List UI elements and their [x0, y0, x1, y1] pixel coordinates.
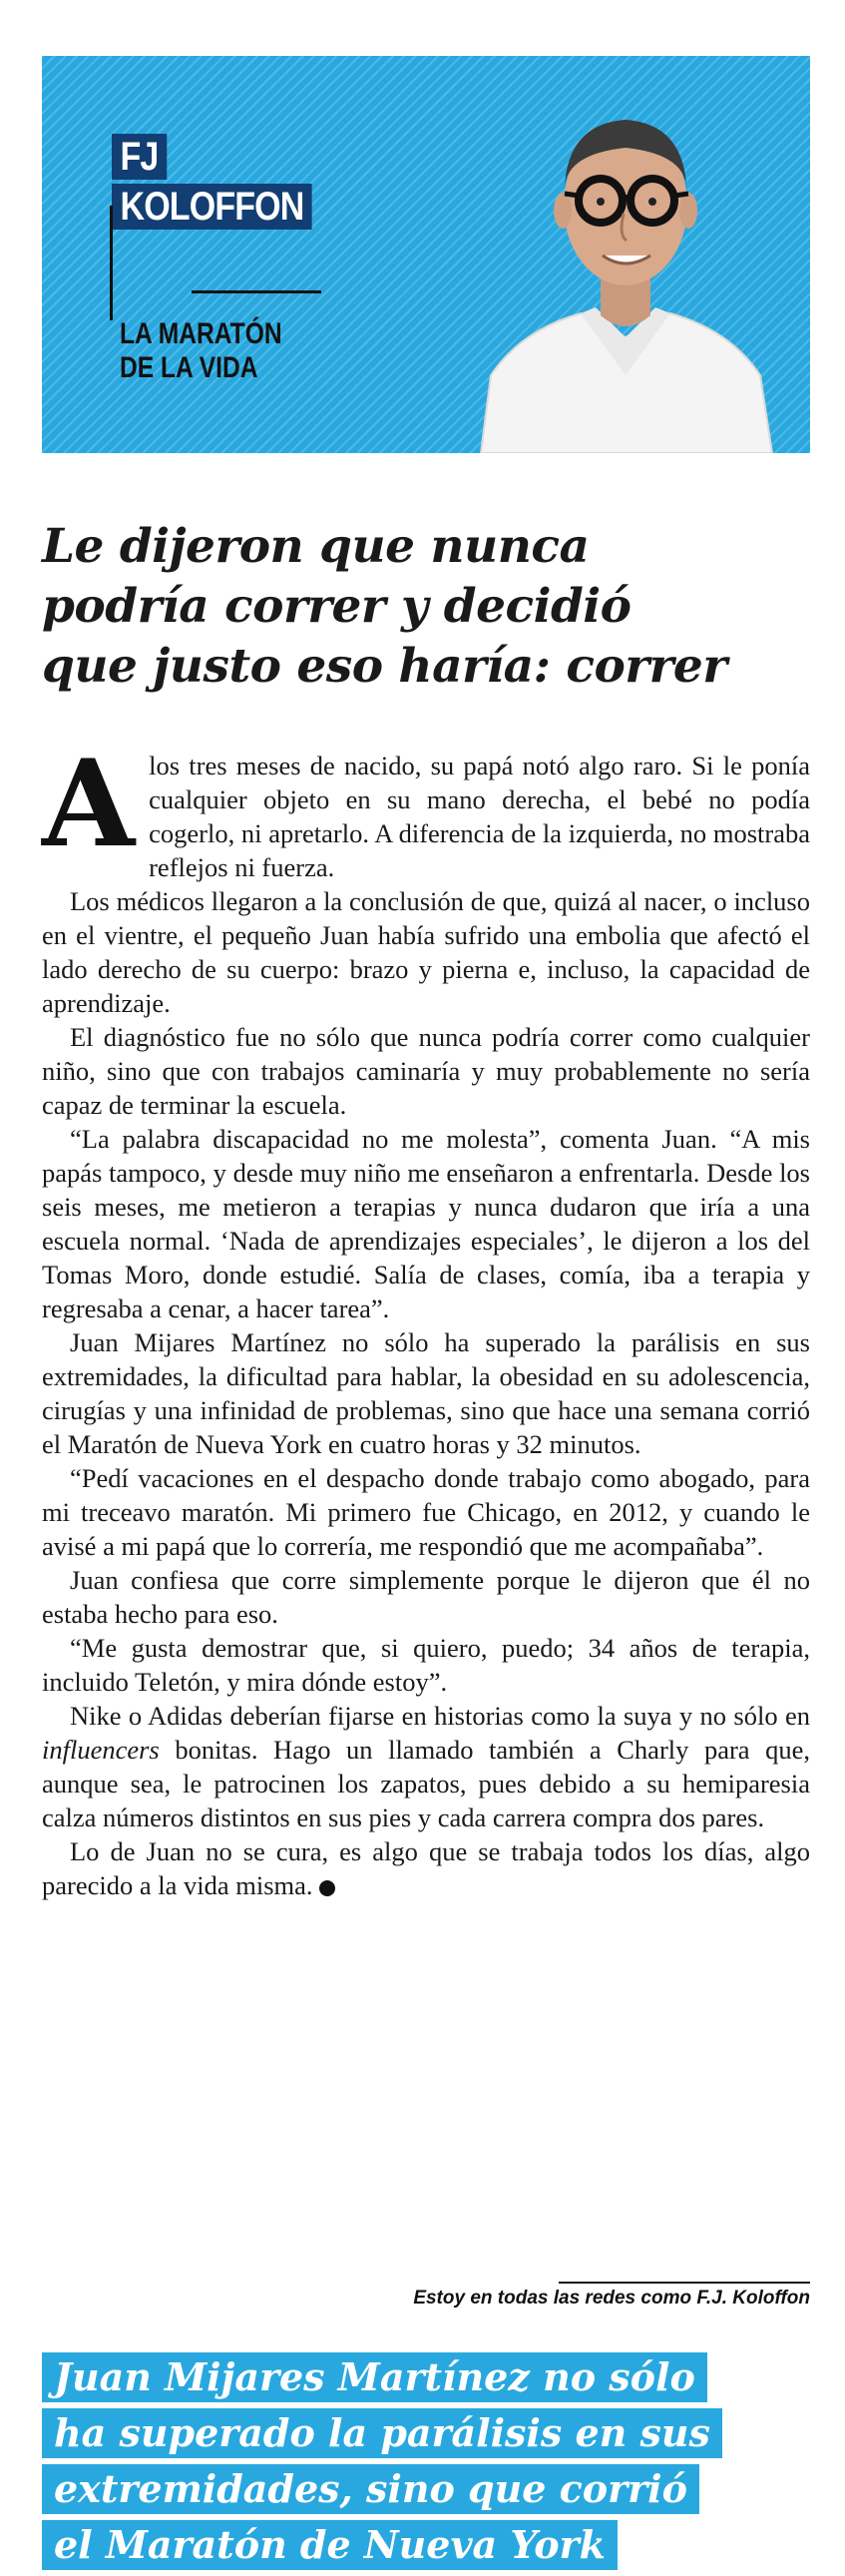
- signature-rule: [559, 2282, 810, 2284]
- pull-quote-line: extremidades, sino que corrió: [42, 2464, 699, 2514]
- body-paragraph: Juan Mijares Martínez no sólo ha superado la parálisis en sus extremidades, la dificultad para hablar, la obesidad en su adolescencia, cirugías y una infinidad de problemas, sino que hace una semana corrió el Maratón de Nueva York en cuatro horas y 32 minutos.: [42, 1327, 810, 1459]
- article-headline: [42, 517, 810, 697]
- author-name-line1: FJ: [112, 134, 167, 180]
- tag-horizontal-rule: [192, 290, 321, 293]
- section-name-line1: LA MARATÓN: [120, 317, 282, 350]
- body-paragraph: Juan confiesa que corre simplemente porque le dijeron que él no estaba hecho para eso.: [42, 1565, 810, 1629]
- headline-line: podría correr y decidió: [42, 579, 632, 634]
- body-paragraph: Alos tres meses de nacido, su papá notó algo raro. Si le ponía cualquier objeto en su mano derecha, el bebé no podía cogerlo, ni apretarlo. A diferencia de la izquierda, no mostraba reflejos ni fuerza.: [42, 734, 810, 882]
- author-signature: Estoy en todas las redes como F.J. Koloffon: [413, 2288, 810, 2309]
- column-header-banner: [42, 56, 810, 453]
- pull-quote-line: Juan Mijares Martínez no sólo: [42, 2352, 707, 2402]
- body-paragraph: Los médicos llegaron a la conclusión de que, quizá al nacer, o incluso en el vientre, el pequeño Juan había sufrido una embolia que afectó el lado derecho de su cuerpo: brazo y pierna e, incluso, la capacidad de aprendizaje.: [42, 886, 810, 1018]
- body-paragraph: “Pedí vacaciones en el despacho donde trabajo como abogado, para mi treceavo maratón. Mi primero fue Chicago, en 2012, y cuando le avisé a mi papá que lo correría, me respondió que me acompañaba”.: [42, 1463, 810, 1561]
- headline-line: Le dijeron que nunca: [42, 519, 590, 574]
- author-portrait: [461, 76, 790, 453]
- body-paragraph: El diagnóstico fue no sólo que nunca podría correr como cualquier niño, sino que con trabajos caminaría y muy probablemente no sería capaz de terminar la escuela.: [42, 1022, 810, 1120]
- headline-line: que justo eso haría: correr: [42, 639, 727, 694]
- body-paragraph: “La palabra discapacidad no me molesta”, comenta Juan. “A mis papás tampoco, y desde muy niño me enseñaron a enfrentarla. Desde los seis meses, me metieron a terapias y nunca dudaron que iría a una escuela normal. ‘Nada de aprendizajes especiales’, le dijeron a los del Tomas Moro, donde estudié. Salía de clases, comía, iba a terapia y regresaba a cenar, a hacer tarea”.: [42, 1124, 810, 1323]
- author-tag: [112, 134, 321, 283]
- body-paragraph: “Me gusta demostrar que, si quiero, puedo; 34 años de terapia, incluido Teletón, y mira dónde estoy”.: [42, 1633, 810, 1697]
- drop-cap: A: [42, 734, 136, 874]
- author-name-line2: KOLOFFON: [112, 184, 312, 230]
- pull-quote-line: ha superado la parálisis en sus: [42, 2408, 722, 2458]
- body-paragraph: Nike o Adidas deberían fijarse en historias como la suya y no sólo en influencers bonitas. Hago un llamado también a Charly para que, aunque sea, le patrocinen los zapatos, pues debido a su hemiparesia calza números distintos en sus pies y cada carrera compra dos pares.: [42, 1701, 810, 1832]
- section-name-line2: DE LA VIDA: [120, 351, 258, 384]
- pull-quote: [42, 2352, 810, 2576]
- column-section-name: [120, 317, 282, 385]
- pull-quote-line: el Maratón de Nueva York: [42, 2520, 618, 2570]
- italic-term: influencers: [42, 1735, 160, 1765]
- body-paragraph: Lo de Juan no se cura, es algo que se trabaja todos los días, algo parecido a la vida misma.: [42, 1836, 810, 1900]
- tag-vertical-rule: [110, 206, 113, 320]
- article-body: [42, 734, 810, 1902]
- end-mark-icon: [319, 1880, 335, 1896]
